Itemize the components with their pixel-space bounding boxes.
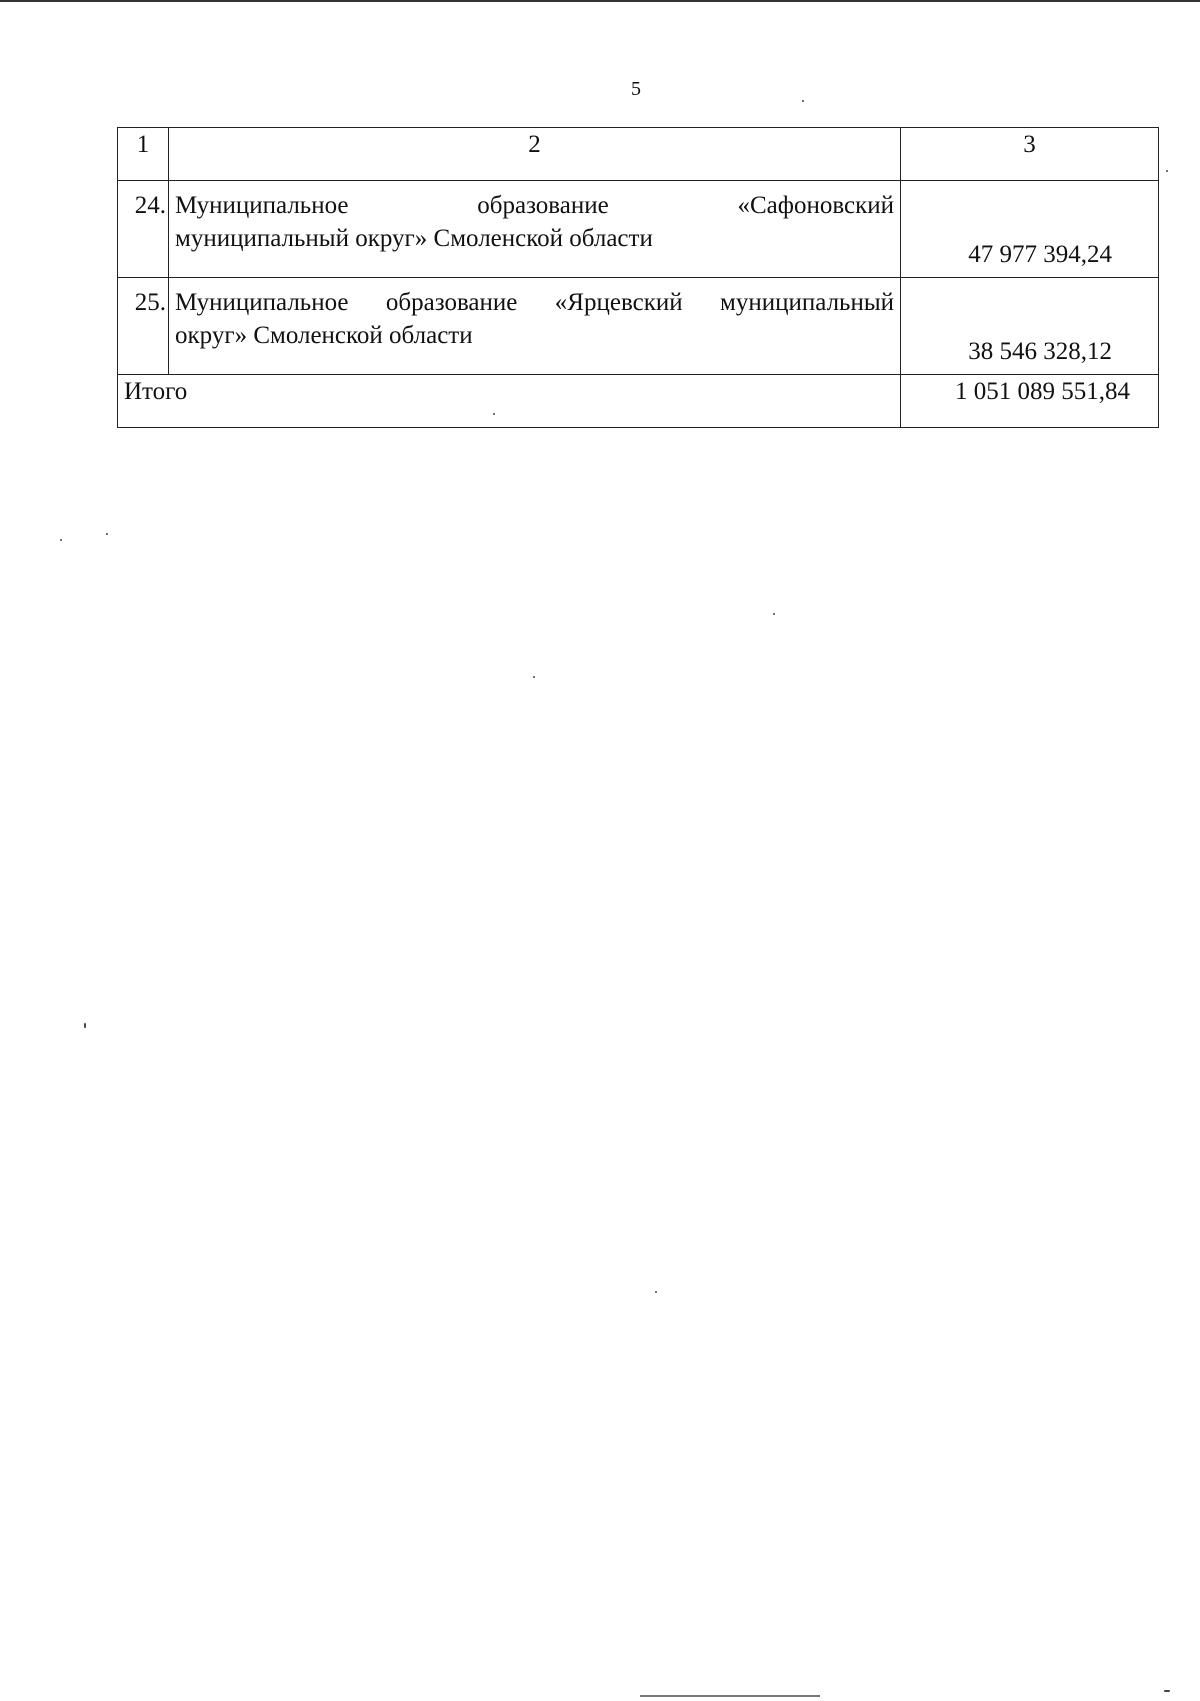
row-number: 25. (118, 278, 169, 375)
scan-speck (493, 413, 495, 415)
total-amount: 1 051 089 551,84 (901, 375, 1159, 428)
scan-edge-line (0, 0, 1200, 2)
municipality-name-line: муниципальный округ» Смоленской области (175, 225, 653, 252)
municipality-name-line: Муниципальное образование «Сафоновский (175, 192, 894, 219)
table-header-row (118, 128, 1159, 181)
table-row (118, 181, 1159, 278)
scan-speck (533, 676, 535, 678)
amount-value: 47 977 394,24 (901, 181, 1159, 278)
municipality-name (169, 181, 901, 278)
scan-edge-line (640, 1695, 820, 1697)
header-cell-3: 3 (901, 128, 1159, 181)
total-row (118, 375, 1159, 428)
scan-speck (60, 539, 62, 541)
header-cell-2: 2 (169, 128, 901, 181)
amount-value: 38 546 328,12 (901, 278, 1159, 375)
scan-speck (1164, 1690, 1170, 1692)
scan-speck (1166, 170, 1168, 172)
municipality-name-line: округ» Смоленской области (175, 322, 473, 349)
scan-speck (655, 1291, 657, 1293)
header-cell-1: 1 (118, 128, 169, 181)
total-label: Итого (118, 375, 901, 428)
page-number: 5 (631, 78, 641, 100)
allocation-table (117, 127, 1159, 428)
scan-speck (802, 100, 804, 102)
municipality-name (169, 278, 901, 375)
scan-speck (106, 533, 108, 535)
municipality-name-line: Муниципальное образование «Ярцевский муниципальный (175, 289, 894, 316)
table-row (118, 278, 1159, 375)
row-number: 24. (118, 181, 169, 278)
scan-speck (773, 613, 775, 615)
scan-speck (84, 1023, 86, 1028)
